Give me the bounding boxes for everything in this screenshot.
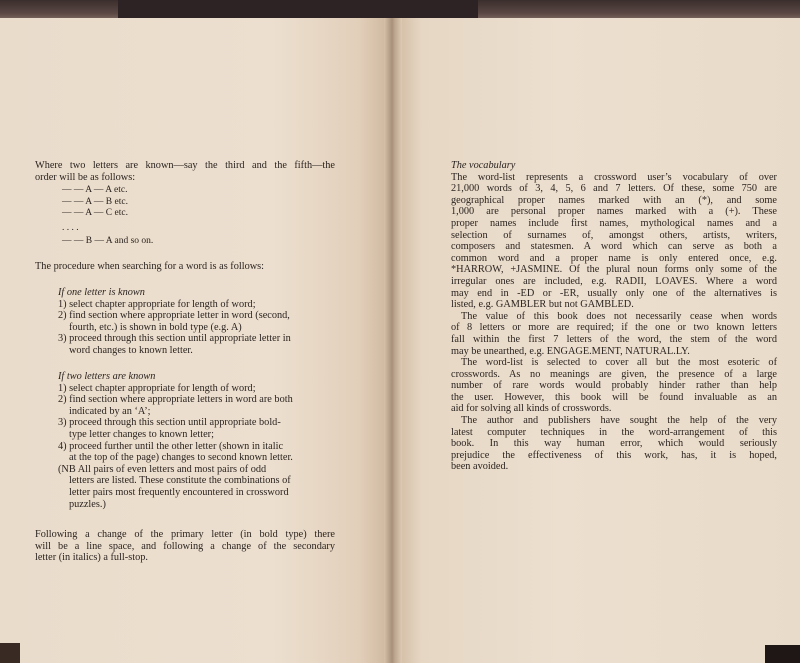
text-line: *HARROW, +JASMINE. Of the plural noun forms only some of the [451,264,777,276]
text-line: selection of surnames of, amongst others, artists, writers, [451,229,777,241]
section-heading: If two letters are known [58,371,156,382]
pattern-line: — — B — A and so on. [62,236,154,247]
pattern-line: — — A — A etc. [62,185,128,195]
text-line: Following a change of the primary letter (in bold type) there [35,529,335,540]
text-line: listed, e.g. GAMBLER but not GAMBLED. [451,299,634,311]
text-line: number of rare words would probably hinder rather than help [451,380,777,392]
pattern-line: . . . . [62,222,79,233]
procedure-intro: The procedure when searching for a word is as follows: [35,261,265,272]
section-heading: The vocabulary [451,160,516,171]
pattern-list [35,185,153,248]
text-line: 2) find section where appropriate letters in word are both [58,394,293,406]
text-line: indicated by an ‘A’; [69,405,151,417]
text-line: Where two letters are known—say the third and the fifth—the [35,160,335,171]
text-line: word changes to known letter. [69,344,193,356]
pattern-line: — — A — C etc. [62,208,128,219]
text-line: geographical proper names marked with an (*), and some [451,194,777,206]
text-line: at the top of the page) changes to second known letter. [69,452,293,464]
text-line: irregular ones are included, e.g. RADII, LOAVES. Where a word [451,275,777,287]
text-line: 3) proceed through this section until appropriate letter in [58,333,291,345]
section-heading: If one letter is known [58,287,145,298]
text-line: 21,000 words of 3, 4, 5, 6 and 7 letters. Of these, some 750 are [451,183,777,195]
text-line: of 8 letters or more are required; if the one or two known letters [451,322,777,334]
text-line: been avoided. [451,461,509,473]
text-line: The value of this book does not necessarily cease when words [461,310,777,322]
text-line: prejudice the effectiveness of this work, has, it is hoped, [451,449,777,461]
text-line: type letter changes to known letter; [69,428,214,440]
text-line: (NB All pairs of even letters and most pairs of odd [58,463,267,475]
text-line: 1,000 are personal proper names marked with a (+). These [451,206,777,218]
corner-shadow [0,643,20,663]
text-line: 4) proceed further until the other letter (shown in italic [58,440,284,452]
text-line: aid for solving all kinds of crosswords. [451,403,612,415]
text-line: order will be as follows: [35,171,136,183]
text-line: crosswords. As no meanings are given, the presence of a large [451,368,777,380]
text-line: The word-list is selected to cover all but the most esoteric of [461,357,777,369]
pattern-line: — — A — B etc. [62,196,128,207]
text-line: 1) select chapter appropriate for length of word; [58,382,256,394]
text-line: will be a line space, and following a change of the secondary [35,540,335,552]
text-line: letter (in italics) a full-stop. [35,552,148,564]
text-line: 2) find section where appropriate letter in word (second, [58,310,290,322]
text-line: may be unearthed, e.g. ENGAGE.MENT, NATURAL.LY. [451,345,690,357]
closing-paragraph [35,529,335,564]
text-line: letter pairs most frequently encountered in crossword [69,486,289,498]
text-line: may end in -ED or -ER, usually only one of the alternatives is [451,287,777,299]
left-intro [35,160,335,183]
one-letter-section [35,287,335,357]
text-line: fall within the first 7 letters of the word, the stem of the word [451,333,777,345]
text-line: common word and a proper name is only entered once, e.g. [451,252,777,264]
text-line: The author and publishers have sought the help of the very [461,415,777,427]
book-gutter [384,18,402,663]
text-line: 1) select chapter appropriate for length of word; [58,298,256,310]
text-line: letters are listed. These constitute the combinations of [69,475,291,487]
text-line: fourth, etc.) is shown in bold type (e.g. A) [69,321,242,333]
text-line: book. In this way human error, which would seriously [451,438,777,450]
text-line: The word-list represents a crossword user’s vocabulary of over [451,171,777,183]
text-line: proper names include first names, mythological names and a [451,217,777,229]
text-line: puzzles.) [69,498,106,510]
text-line: latest computer techniques in the word-arrangement of this [451,426,777,438]
text-line: 3) proceed through this section until appropriate bold- [58,417,281,429]
text-line: the user. However, this book will be found invaluable as an [451,391,777,403]
vocabulary-section [451,160,777,473]
two-letters-section [35,371,335,510]
corner-shadow [765,645,800,663]
text-line: composers and statesmen. A word which can serve as both a [451,241,777,253]
